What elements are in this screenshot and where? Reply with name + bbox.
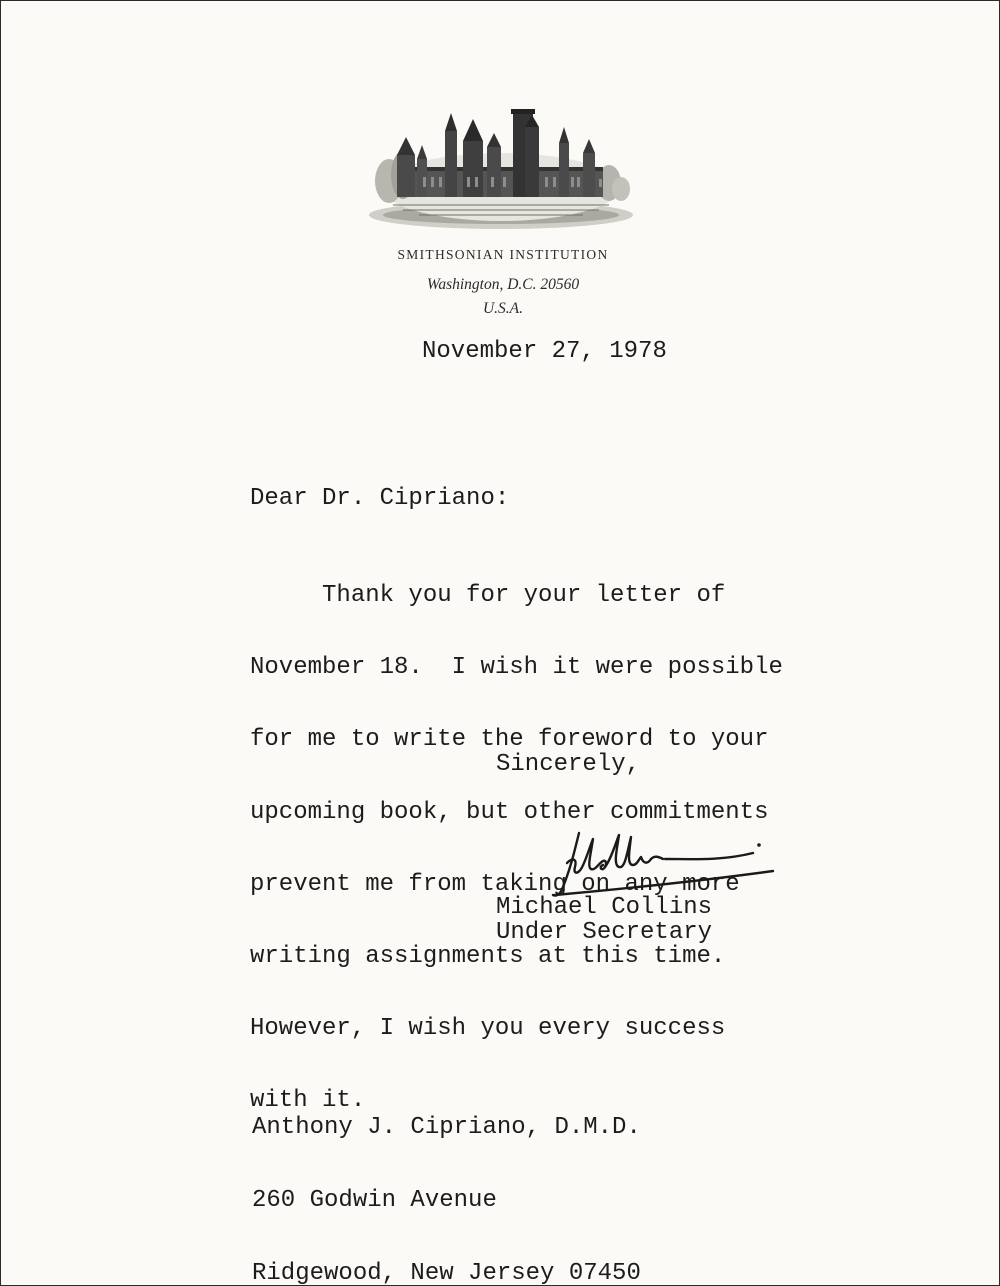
body-line: upcoming book, but other commitments (250, 798, 769, 826)
smithsonian-castle-engraving (363, 97, 639, 233)
address-line: Anthony J. Cipriano, D.M.D. (252, 1114, 641, 1141)
recipient-address (252, 1068, 641, 1286)
handwritten-signature (541, 823, 781, 901)
body-line: for me to write the foreword to your (250, 726, 769, 754)
body-line: with it. (250, 1087, 366, 1115)
letter-date: November 27, 1978 (422, 338, 667, 365)
address-line: 260 Godwin Avenue (252, 1187, 497, 1214)
address-line: Ridgewood, New Jersey 07450 (252, 1260, 641, 1286)
body-line: However, I wish you every success (250, 1015, 726, 1043)
body-line: writing assignments at this time. (250, 942, 726, 970)
letterhead-city: Washington, D.C. 20560 (426, 276, 580, 293)
letterhead-country: U.S.A. (482, 300, 524, 317)
salutation: Dear Dr. Cipriano: (250, 485, 510, 512)
signer-name: Michael Collins (496, 894, 713, 921)
body-line: Thank you for your letter of (250, 582, 726, 609)
body-line: prevent me from taking on any more (250, 870, 740, 898)
closing: Sincerely, (496, 751, 641, 778)
body-line: November 18. I wish it were possible (250, 654, 783, 682)
signer-title: Under Secretary (496, 919, 713, 946)
letterhead-organization: SMITHSONIAN INSTITUTION (397, 247, 609, 262)
